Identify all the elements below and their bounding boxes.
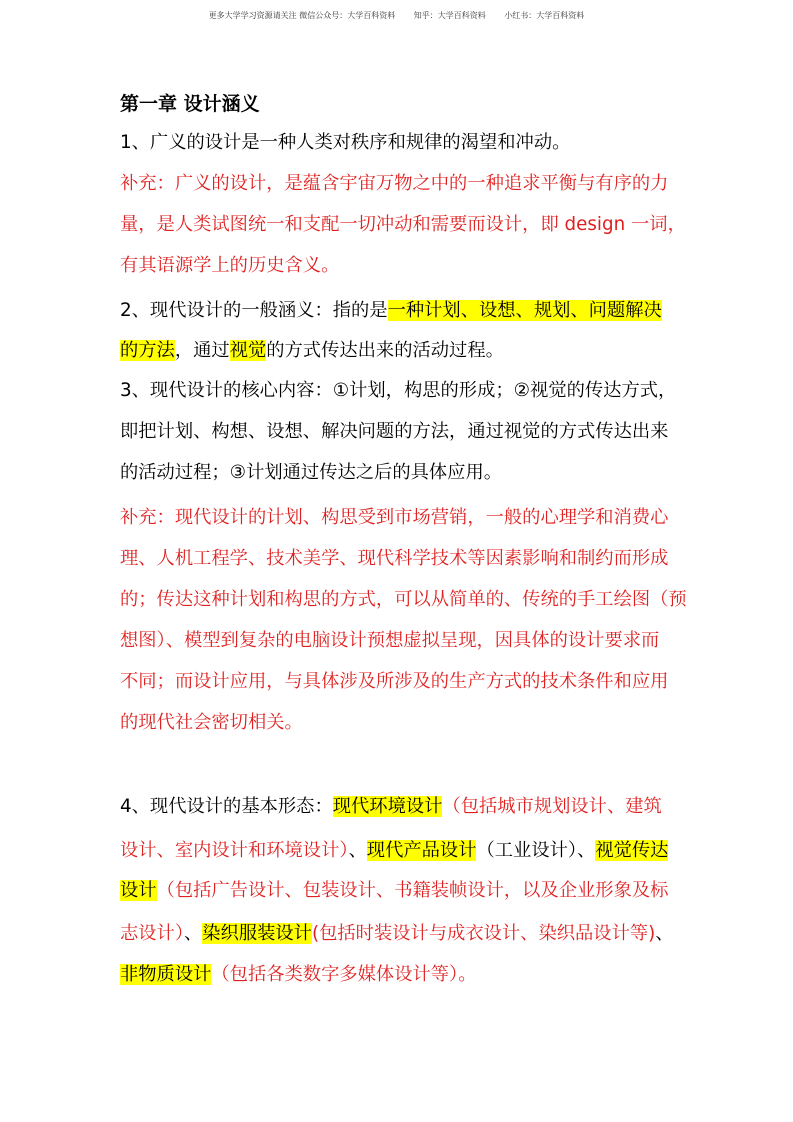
text-segment: （包括广告设计、包装设计、书籍装帧设计，以及企业形象及标 xyxy=(156,880,669,901)
text-line xyxy=(120,129,570,157)
text-line xyxy=(120,252,339,280)
text-segment: ，通过 xyxy=(174,340,230,361)
text-segment: 想图）、模型到复杂的电脑设计预想虚拟呈现，因具体的设计要求而 xyxy=(120,630,660,651)
text-line xyxy=(120,961,476,989)
highlighted-text: 视觉传达 xyxy=(595,840,669,861)
text-line xyxy=(120,586,687,614)
text-line xyxy=(120,709,303,737)
text-segment: 志设计） xyxy=(120,923,184,944)
text-segment: 不同；而设计应用，与具体涉及所涉及的生产方式的技术条件和应用 xyxy=(120,671,669,692)
text-segment: 、 xyxy=(348,840,367,861)
text-line xyxy=(120,211,686,239)
header-zhihu: 知乎：大学百科资料 xyxy=(413,11,486,20)
text-line xyxy=(120,668,668,696)
text-line xyxy=(120,459,502,487)
text-segment: 补充：现代设计的计划、构思受到市场营销，一般的心理学和消费心 xyxy=(120,507,669,528)
text-segment: 4、现代设计的基本形态： xyxy=(120,796,333,817)
text-segment: 补充：广义的设计，是蕴含宇宙万物之中的一种追求平衡与有序的力 xyxy=(120,173,669,194)
text-segment: (包括时装设计与成衣设计、染织品设计等) xyxy=(311,923,656,944)
text-segment: 量，是人类试图统一和支配一切冲动和需要而设计，即 design 一词， xyxy=(120,214,686,235)
highlighted-text: 染织服装设计 xyxy=(202,923,312,944)
highlighted-text: 现代环境设计 xyxy=(332,796,443,817)
header-xiaohongshu: 小红书：大学百科资料 xyxy=(504,11,585,20)
text-line xyxy=(120,545,668,573)
text-line xyxy=(120,297,662,325)
text-segment: 的现代社会密切相关。 xyxy=(120,712,303,733)
highlighted-text: 的方法 xyxy=(120,340,175,361)
text-segment: 2、现代设计的一般涵义：指的是 xyxy=(120,300,388,321)
text-segment: 的方式传达出来的活动过程。 xyxy=(266,340,504,361)
text-segment: （包括城市规划设计、建筑 xyxy=(442,796,662,817)
header-note: 更多大学学习资源请关注 微信公众号：大学百科资料 xyxy=(208,11,396,20)
text-segment: 1、广义的设计是一种人类对秩序和规律的渴望和冲动。 xyxy=(120,132,571,153)
text-line xyxy=(120,504,668,532)
text-segment: 的；传达这种计划和构思的方式，可以从简单的、传统的手工绘图（预 xyxy=(120,589,687,610)
text-segment: 、 xyxy=(183,923,203,944)
chapter-title: 第一章 设计涵义 xyxy=(120,93,260,115)
text-line xyxy=(120,418,668,446)
text-segment: 有其语源学上的历史含义。 xyxy=(120,255,340,276)
text-line xyxy=(120,793,662,821)
text-segment: 理、人机工程学、技术美学、现代科学技术等因素影响和制约而形成 xyxy=(120,548,669,569)
text-segment: 的活动过程；③计划通过传达之后的具体应用。 xyxy=(120,462,503,483)
text-line xyxy=(120,920,674,948)
text-segment: 设计、室内设计和环境设计） xyxy=(120,840,349,861)
text-segment: （包括各类数字多媒体设计等）。 xyxy=(211,964,477,985)
text-line xyxy=(120,170,668,198)
text-segment: 即把计划、构想、设想、解决问题的方法，通过视觉的方式传达出来 xyxy=(120,421,669,442)
text-line xyxy=(120,627,659,655)
highlighted-text: 一种计划、设想、规划、问题解决 xyxy=(387,300,662,321)
text-line xyxy=(120,337,504,365)
text-segment: 3、现代设计的核心内容：①计划，构思的形成；②视觉的传达方式， xyxy=(120,380,677,401)
text-segment: （工业设计）、 xyxy=(476,840,596,861)
text-segment: 、 xyxy=(655,923,674,944)
text-line xyxy=(120,877,668,905)
text-line xyxy=(120,837,668,865)
highlighted-text: 现代产品设计 xyxy=(366,840,477,861)
page-header xyxy=(0,10,793,21)
text-line xyxy=(120,377,676,405)
highlighted-text: 非物质设计 xyxy=(120,964,212,985)
highlighted-text: 设计 xyxy=(120,880,157,901)
highlighted-text: 视觉 xyxy=(229,340,267,361)
